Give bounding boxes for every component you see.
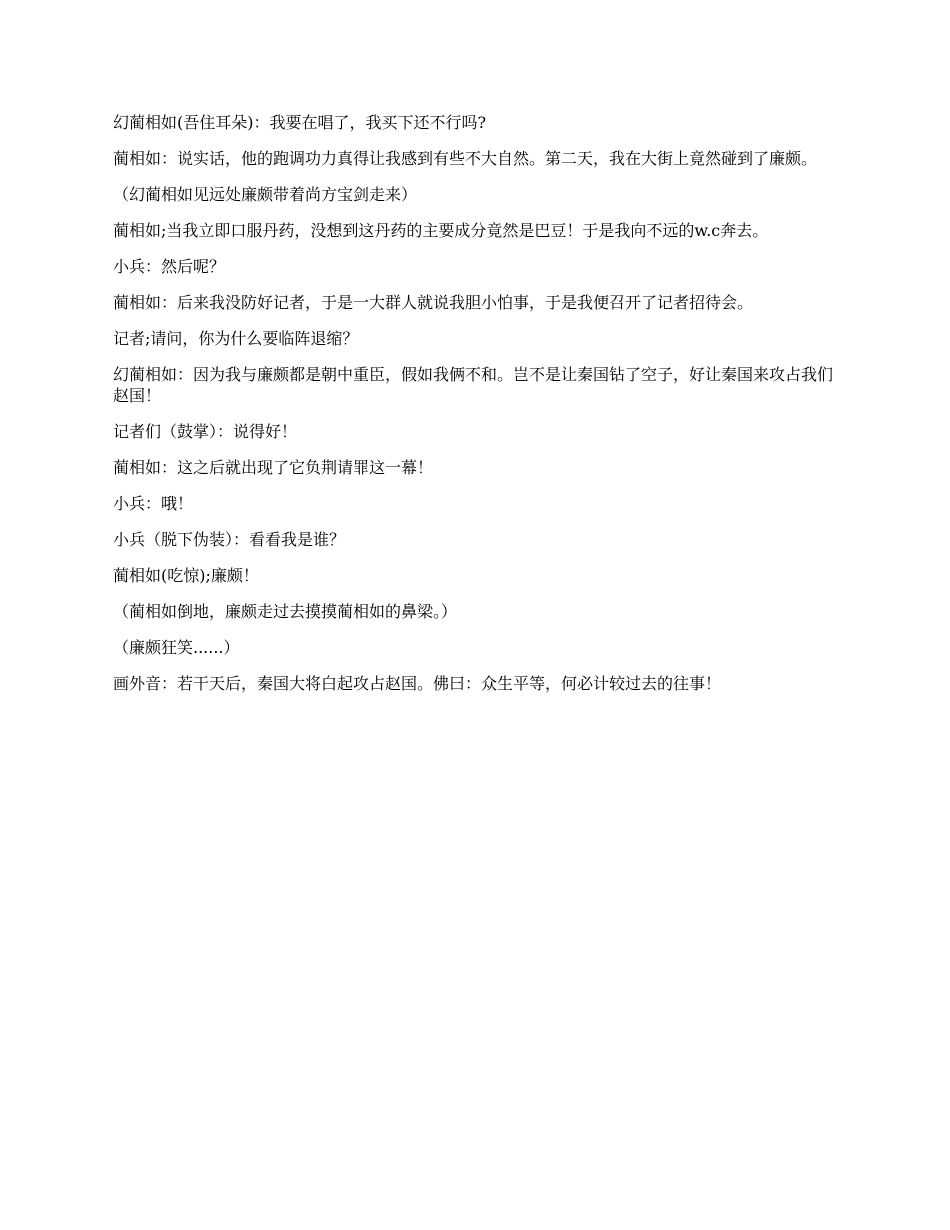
paragraph-15: （廉颇狂笑......） (113, 638, 240, 657)
paragraph-9: 记者们（鼓掌）：说得好！ (113, 422, 298, 441)
paragraph-13: 蔺相如(吃惊);廉颇！ (113, 566, 259, 585)
paragraph-12: 小兵（脱下伪装）：看看我是谁？ (113, 530, 346, 549)
paragraph-2: 蔺相如：说实话，他的跑调功力真得让我感到有些不大自然。第二天，我在大街上竟然碰到了廉颇。 (113, 149, 818, 168)
paragraph-5: 小兵：然后呢？ (113, 257, 226, 276)
paragraph-6: 蔺相如：后来我没防好记者，于是一大群人就说我胆小怕事，于是我便召开了记者招待会。 (113, 293, 754, 312)
document-body (113, 112, 843, 709)
paragraph-8: 幻蔺相如：因为我与廉颇都是朝中重臣，假如我俩不和。岂不是让秦国钻了空子，好让秦国来攻占我们赵国！ (113, 365, 834, 405)
paragraph-14: （蔺相如倒地，廉颇走过去摸摸蔺相如的鼻梁。） (113, 602, 458, 621)
paragraph-11: 小兵：哦！ (113, 494, 194, 513)
paragraph-3: （幻蔺相如见远处廉颇带着尚方宝剑走来） (113, 185, 418, 204)
paragraph-4: 蔺相如;当我立即口服丹药，没想到这丹药的主要成分竟然是巴豆！于是我向不远的w.c奔去。 (113, 221, 769, 240)
paragraph-7: 记者;请问，你为什么要临阵退缩？ (113, 329, 359, 348)
paragraph-16: 画外音：若干天后，秦国大将白起攻占赵国。佛曰：众生平等，何必计较过去的往事！ (113, 674, 722, 693)
paragraph-10: 蔺相如：这之后就出现了它负荆请罪这一幕！ (113, 458, 434, 477)
paragraph-1: 幻蔺相如(吾住耳朵)：我要在唱了，我买下还不行吗? (113, 113, 487, 132)
